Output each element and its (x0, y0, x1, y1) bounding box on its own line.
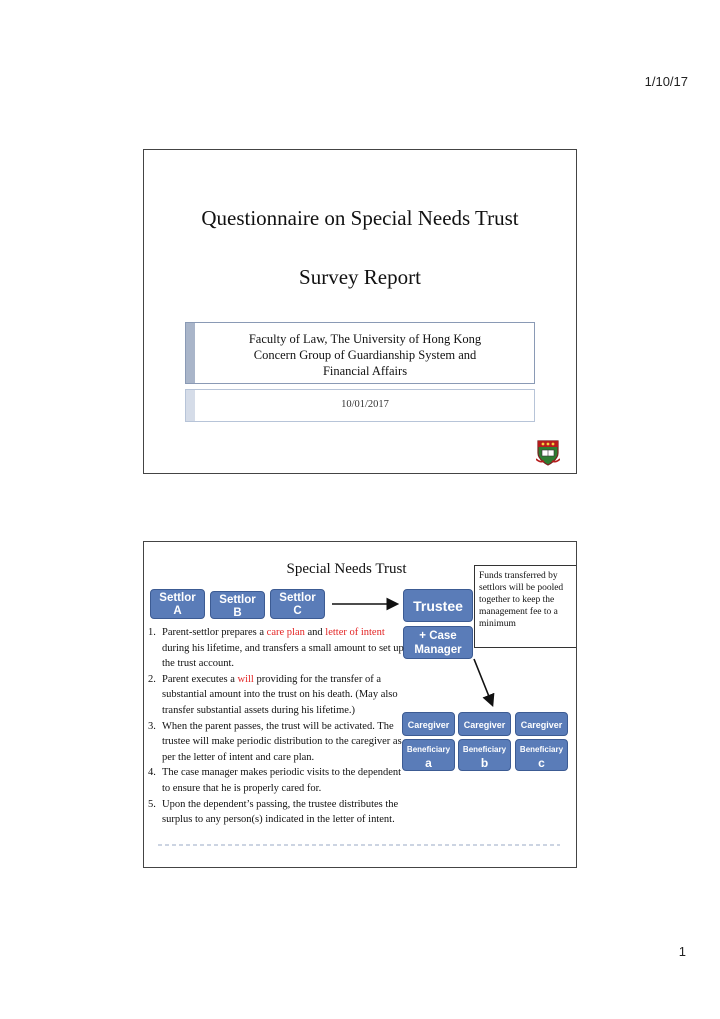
university-crest-icon (536, 439, 560, 467)
step-text: The case manager makes periodic visits to the dependent to ensure that he is properly cared for. (162, 767, 402, 794)
settlor-b-letter: B (233, 607, 242, 619)
settlor-c-label: Settlor (279, 592, 316, 604)
step-text: providing for the transfer of a substantial amount into the trust on his death. (May also transfer substantial assets during his lifetime.) (162, 673, 398, 716)
page-number: 1 (678, 944, 686, 959)
settlor-a-letter: A (173, 605, 182, 617)
settlor-a-label: Settlor (159, 592, 196, 604)
diagram-slide (143, 541, 577, 868)
affiliation-accent-bar (186, 323, 195, 383)
care-plan-highlight: care plan (266, 627, 305, 638)
step-number: 5. (148, 798, 156, 810)
date-accent-bar (186, 390, 195, 421)
settlor-c-letter: C (293, 605, 302, 617)
beneficiary-label: Beneficiary (462, 745, 507, 754)
step-number: 1. (148, 627, 156, 638)
step-item (148, 797, 406, 828)
trustee-to-caregiver-arrow (474, 659, 492, 704)
case-manager-line-1: + Case (419, 630, 457, 642)
step-item (148, 719, 406, 766)
trustee-box: Trustee (403, 589, 473, 622)
settlor-b-label: Settlor (219, 594, 256, 606)
beneficiary-letter: b (480, 756, 489, 770)
caregiver-box: Caregiver (458, 712, 511, 736)
step-number: 4. (148, 767, 156, 779)
affiliation-box (185, 322, 535, 384)
beneficiary-label: Beneficiary (519, 745, 564, 754)
step-text: Parent-settlor prepares a (162, 627, 267, 638)
step-number: 3. (148, 720, 156, 732)
beneficiary-letter: a (425, 756, 432, 770)
beneficiary-label: Beneficiary (406, 745, 451, 754)
funds-note: Funds transferred by settlors will be pooled together to keep the management fee to a minimum (474, 565, 577, 648)
page-date: 1/10/17 (644, 74, 688, 89)
step-item (148, 672, 406, 719)
step-text: Upon the dependent’s passing, the trustee distributes the surplus to any person(s) indicated in the letter of intent. (162, 798, 399, 826)
affiliation-line-2: Concern Group of Guardianship System and (253, 348, 477, 362)
step-text: during his lifetime, and transfers a small amount to set up the trust account. (162, 642, 404, 670)
title-slide (143, 149, 577, 474)
step-text: and (304, 627, 326, 638)
caregiver-box: Caregiver (402, 712, 455, 736)
slide-subtitle: Survey Report (299, 265, 421, 289)
affiliation-line-1: Faculty of Law, The University of Hong Kong (248, 332, 482, 346)
slide-title: Special Needs Trust (286, 561, 407, 577)
beneficiary-letter: c (538, 756, 545, 770)
steps-list (148, 625, 406, 828)
step-text: When the parent passes, the trust will be activated. The trustee will make periodic distribution to the caregiver as per the letter of intent and care plan. (162, 720, 402, 763)
case-manager-line-2: Manager (414, 644, 462, 656)
letter-of-intent-highlight: letter of intent (325, 627, 385, 638)
slide-date: 10/01/2017 (341, 399, 389, 410)
date-box (185, 389, 535, 422)
caregiver-box: Caregiver (515, 712, 568, 736)
will-highlight: will (237, 673, 254, 685)
slide-title: Questionnaire on Special Needs Trust (201, 206, 519, 230)
affiliation-text (200, 331, 530, 379)
step-item (148, 765, 406, 796)
step-text: Parent executes a (162, 673, 238, 685)
affiliation-line-3: Financial Affairs (322, 364, 408, 378)
step-item (148, 625, 406, 672)
step-number: 2. (148, 673, 156, 685)
